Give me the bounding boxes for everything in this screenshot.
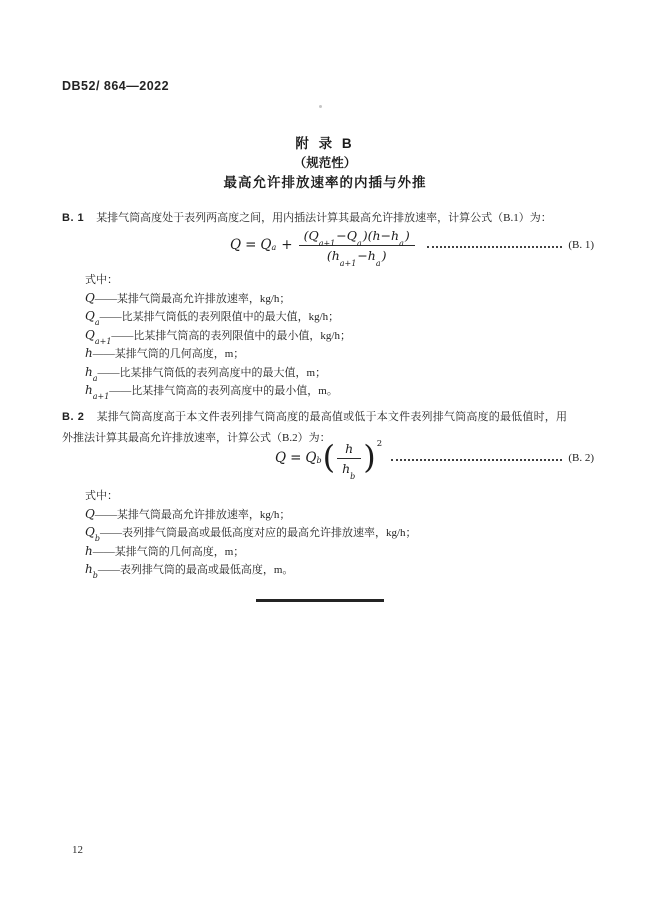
definition-item: $Q_a——$比某排气筒低的表列限值中的最大值，kg/h； [85, 309, 340, 328]
formula-b2-base: Q [305, 450, 317, 466]
formula-b2-fraction [337, 439, 361, 481]
definition-item: $h_a——$比某排气筒低的表列高度中的最大值，m； [85, 364, 327, 383]
where-label: 式中： [85, 490, 118, 502]
where-block-b1 [85, 272, 351, 401]
plus-sign: + [281, 237, 293, 253]
definition-item: $h_{a+1}——$比某排气筒高的表列高度中的最小值，m。 [85, 383, 338, 402]
where-block-b2 [85, 488, 417, 580]
definition-item: Q——某排气筒最高允许排放速率，kg/h； [85, 290, 291, 305]
formula-b1-denominator: $(h_{a+1}-h_a)$ [299, 245, 415, 265]
section-b1-text: 某排气筒高度处于表列两高度之间，用内插法计算其最高允许排放速率，计算公式（B.1）为： [96, 212, 552, 224]
formula-b1-numerator: $(Q_{a+1}-Q_a)(h-h_a)$ [303, 227, 410, 248]
equation-b1 [62, 220, 594, 270]
formula-b2-denominator: $h_b$ [337, 458, 361, 478]
section-b2-text: 某排气筒高度高于本文件表列排气筒高度的最高值或低于本文件表列排气筒高度的最低值时，用外推法计算其最高允许排放速率，计算公式（B.2）为： [62, 411, 567, 444]
definition-item: h——某排气筒的几何高度，m； [85, 346, 245, 360]
definition-item: $Q_{a+1}——$比某排气筒高的表列限值中的最小值，kg/h； [85, 327, 351, 346]
appendix-title-block [0, 134, 650, 192]
document-code: DB52/ 864—2022 [62, 79, 170, 93]
formula-b1-fraction [299, 226, 415, 268]
page-number: 12 [72, 844, 83, 856]
formula-b2-lhs: Q [275, 450, 287, 466]
formula-b2: Q = Q $_b$ ( $\frac{h}{h_b}$ ) 2 [275, 438, 383, 481]
appendix-title: 附 录 B [295, 136, 355, 151]
definition-item: $h_b——$表列排气筒的最高或最低高度，m。 [85, 562, 294, 581]
formula-b2-numerator: h [345, 440, 354, 456]
section-b2-number: B. 2 [62, 411, 85, 423]
section-b1-number: B. 1 [62, 212, 85, 224]
formula-b1: Q = Q $_a$ + $\frac{(Q_{a+1}-Q_a)(h-h_a)}{(h_{a+1}-h_a)}$ [230, 226, 417, 265]
dotted-leader [391, 459, 562, 461]
dotted-leader [427, 246, 563, 248]
equation-b1-label: (B. 1) [568, 239, 594, 251]
formula-b1-lhs: Q [230, 237, 242, 253]
equation-b2 [62, 433, 594, 483]
formula-b1-term: Q [260, 237, 272, 253]
definition-item: $Q_b——$表列排气筒最高或最低高度对应的最高允许排放速率，kg/h； [85, 525, 417, 544]
appendix-subtitle: 最高允许排放速率的内插与外推 [223, 175, 427, 190]
scan-artifact-dot [319, 105, 322, 108]
equals-sign: = [245, 237, 257, 253]
where-label: 式中： [85, 274, 118, 286]
definition-item: h——某排气筒的几何高度，m； [85, 543, 245, 558]
end-of-document-rule [256, 599, 384, 602]
definition-item: Q——某排气筒最高允许排放速率，kg/h； [85, 506, 291, 521]
equals-sign: = [290, 450, 302, 466]
appendix-normative-label: （规范性） [293, 156, 357, 170]
equation-b2-label: (B. 2) [568, 452, 594, 464]
